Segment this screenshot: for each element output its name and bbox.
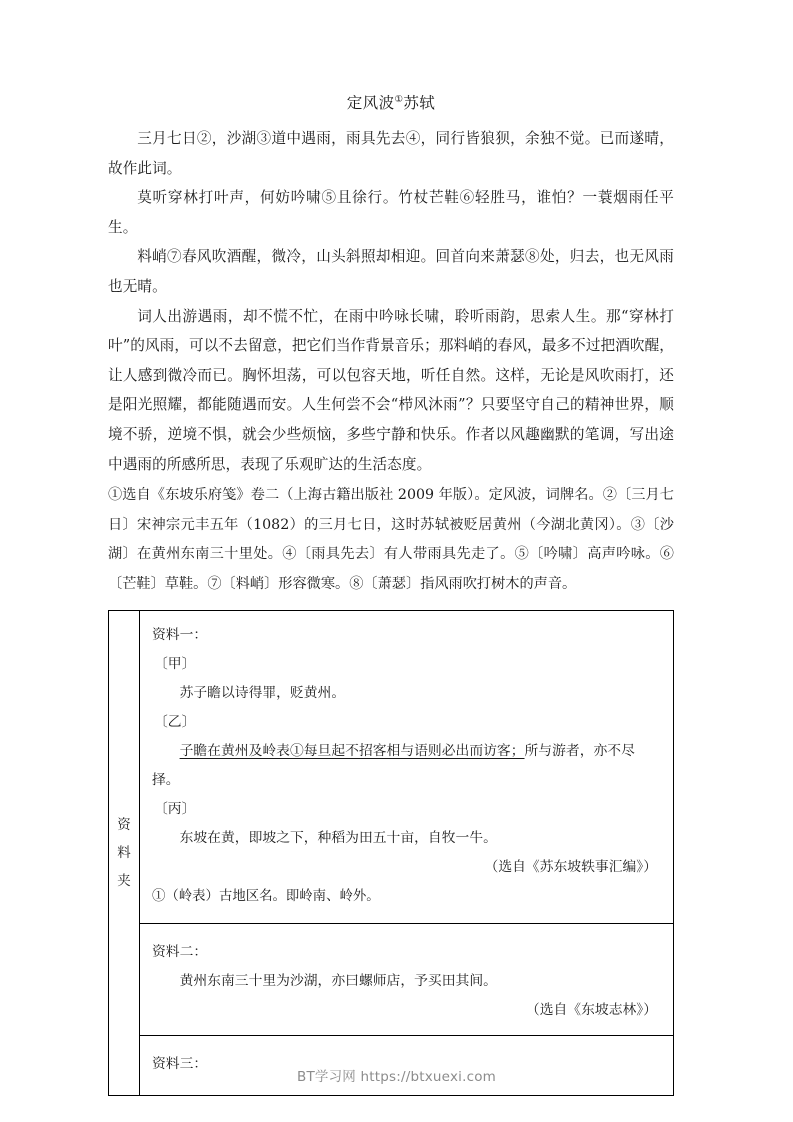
- section-jia-text: 苏子瞻以诗得罪，贬黄州。: [179, 684, 346, 701]
- material-one-note: ①（岭表）古地区名。即岭南、岭外。: [152, 888, 380, 904]
- section-bing-bracket: 〔丙〕: [154, 800, 196, 817]
- material-two-cell: [140, 923, 674, 1035]
- section-jia-bracket: 〔甲〕: [154, 655, 196, 672]
- material-one-heading: 资料一：: [152, 626, 208, 643]
- section-yi-underlined-text: 子瞻在黄州及岭表①每旦起不招客相与语则必出而访客；: [179, 742, 525, 759]
- title-text: 定风波: [346, 94, 395, 112]
- side-label-char-1: 资: [117, 816, 131, 833]
- material-one-cell: [140, 610, 674, 923]
- document-content: [108, 88, 674, 1096]
- section-yi-rest-text: 所与游者，亦不尽择。: [152, 742, 635, 788]
- side-label-char-2: 料: [117, 844, 131, 861]
- preface-paragraph: 三月七日②，沙湖③道中遇雨，雨具先去④，同行皆狼狈，余独不觉。已而遂晴，故作此词。: [108, 130, 674, 177]
- section-yi-text: [152, 737, 661, 795]
- footer-watermark: BT学习网 https://btxuexi.com: [296, 1069, 497, 1085]
- section-yi-bracket: 〔乙〕: [154, 713, 196, 730]
- material-table: [108, 610, 674, 1096]
- material-two-heading: 资料二：: [152, 943, 208, 960]
- section-bing-text: 东坡在黄，即坡之下，种稻为田五十亩，自牧一牛。: [179, 829, 497, 846]
- side-label-cell: [109, 610, 140, 1095]
- commentary-paragraph: 词人出游遇雨，却不慌不忙，在雨中吟咏长啸，聆听雨韵，思索人生。那“穿林打叶”的风雨，可以不去留意，把它们当作背景音乐；那料峭的春风，最多不过把酒吹醒，让人感到微冷而已。胸怀坦荡，可以包容天地，听任自然。这样，无论是风吹雨打，还是阳光照耀，都能随遇而安。人生何尝不会“栉风沐雨”？只要坚守自己的精神世界，顺境不骄，逆境不惧，就会少些烦恼，多些宁静和快乐。作者以风趣幽默的笔调，写出途中遇雨的所感所思，表现了乐观旷达的生活态度。: [108, 307, 674, 473]
- title-author: 苏轼: [403, 94, 436, 112]
- title-footnote-marker: ①: [394, 93, 404, 105]
- material-three-heading: 资料三：: [152, 1055, 208, 1072]
- table-row: [109, 923, 674, 1035]
- footnotes-block: [108, 481, 674, 599]
- footnote-list: ①选自《东坡乐府笺》卷二（上海古籍出版社 2009 年版）。定风波，词牌名。②〔三月七日〕宋神宗元丰五年（1082）的三月七日，这时苏轼被贬居黄州（今湖北黄冈）。③〔沙湖〕在黄州东南三十里处。④〔雨具先去〕有人带雨具先走了。⑤〔吟啸〕高声吟咏。⑥〔芒鞋〕草鞋。⑦〔料峭〕形容微寒。⑧〔萧瑟〕指风雨吹打树木的声音。: [108, 487, 674, 592]
- side-label-vertical-text: [109, 811, 139, 895]
- material-one-source: （选自《苏东坡轶事汇编》）: [484, 858, 657, 875]
- side-label-char-3: 夹: [117, 872, 131, 889]
- table-row: [109, 610, 674, 923]
- poem-line-1: 莫听穿林打叶声，何妨吟啸⑤且徐行。竹杖芒鞋⑥轻胜马，谁怕？一蓑烟雨任平生。: [108, 189, 674, 236]
- poem-line-2: 料峭⑦春风吹酒醒，微冷，山头斜照却相迎。回首向来萧瑟⑧处，归去，也无风雨也无晴。: [108, 248, 674, 295]
- page-title: [108, 88, 674, 118]
- material-two-source: （选自《东坡志林》）: [525, 1001, 657, 1018]
- material-two-text: 黄州东南三十里为沙湖，亦曰螺师店，予买田其间。: [179, 972, 497, 989]
